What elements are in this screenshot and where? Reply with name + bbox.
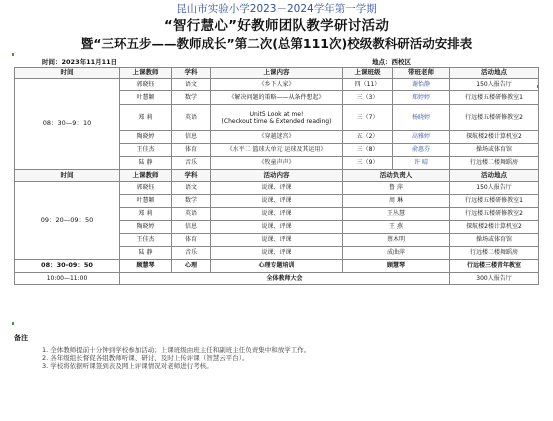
class-cell: 三（9） (343, 157, 393, 170)
note-item: 2. 各年级组长督促各组教师听课、研讨、及时上传评课（智慧云平台）。 (42, 354, 249, 362)
teacher-cell: 陶晓婷 (120, 221, 172, 234)
place-cell: 行远楼二楼舞蹈房 (450, 247, 539, 260)
class-cell: 三（7） (343, 105, 393, 131)
content-cell: 说课、评课 (211, 234, 343, 247)
teacher-cell: 陆 静 (120, 247, 172, 260)
subject-cell: 心理 (172, 260, 211, 273)
place-cell: 行远楼五楼研修教室1 (450, 195, 539, 208)
column-header: 时间 (15, 170, 120, 182)
place-cell: 探航楼2楼计算机室2 (450, 131, 539, 144)
time-cell: 09：20—09：50 (15, 182, 120, 260)
place-cell: 行远楼五楼研修教室2 (450, 208, 539, 221)
subject-cell: 数学 (172, 195, 211, 208)
place-cell: 300人报告厅 (450, 273, 539, 285)
content-cell: 《水平二 篮球大单元 运球及其运用》 (211, 144, 343, 157)
column-header: 上课教师 (120, 170, 172, 182)
page-subtitle: 暨“三环五步——教师成长”第二次(总第111次)校级教科研活动安排表 (80, 36, 473, 51)
subject-cell: 音乐 (172, 247, 211, 260)
content-cell: 说课、评课 (211, 221, 343, 234)
lead-cell: 周 琳 (343, 195, 450, 208)
place-cell: 行远楼五楼研修教室2 (450, 105, 539, 131)
teacher-cell: 顾慧琴 (120, 260, 172, 273)
class-cell: 三（8） (343, 144, 393, 157)
meta-date: 时间：2023年11月11日 (42, 58, 118, 66)
content-cell: 《解决问题的策略——从条件想起》 (211, 91, 343, 105)
table-row (15, 79, 539, 91)
teacher-cell: 郭晓钰 (120, 182, 172, 195)
column-header: 学科 (172, 68, 211, 79)
lead-cell: 蔡木明 (343, 234, 450, 247)
subject-cell: 音乐 (172, 157, 211, 170)
content-cell: 说课、评课 (211, 247, 343, 260)
time-cell: 08：30—9：10 (15, 79, 120, 170)
subject-cell: 体育 (172, 234, 211, 247)
teacher-cell: 叶慧颖 (120, 91, 172, 105)
subject-cell: 语文 (172, 182, 211, 195)
subject-cell: 体育 (172, 144, 211, 157)
notes-title: 备注 (14, 334, 28, 342)
content-cell: 说课、评课 (211, 182, 343, 195)
teacher-cell: 郑 莉 (120, 208, 172, 221)
place-cell: 150人报告厅 (450, 79, 539, 91)
place-cell: 行远楼二楼舞蹈房 (450, 157, 539, 170)
column-header: 上课内容 (211, 68, 343, 79)
lead-cell: 鲁 萍 (343, 182, 450, 195)
column-header: 活动地点 (450, 68, 539, 79)
cell-marker-icon (12, 322, 14, 325)
table-header-row (15, 68, 539, 79)
subject-cell: 英语 (172, 208, 211, 221)
teacher-cell: 陶晓婷 (120, 131, 172, 144)
content-cell: 《穿越迷宫》 (211, 131, 343, 144)
schedule-table (14, 67, 539, 285)
subject-cell: 语文 (172, 79, 211, 91)
teacher-cell: 叶慧颖 (120, 195, 172, 208)
content-cell: 《牧童声声》 (211, 157, 343, 170)
content-cell: 说课、评课 (211, 195, 343, 208)
place-cell: 探航楼2楼计算机室2 (450, 221, 539, 234)
content-cell: Unit5 Look at me! (Checkout time & Extended reading) (211, 105, 343, 131)
content-cell: 全体教师大会 (120, 273, 450, 285)
lead-teacher-cell: 许 晴 (393, 157, 450, 170)
column-header: 上课教师 (120, 68, 172, 79)
lead-teacher-cell: 高雅婷 (393, 131, 450, 144)
column-header: 学科 (172, 170, 211, 182)
content-cell: 心理专题培训 (211, 260, 343, 273)
column-header: 带班老师 (393, 68, 450, 79)
time-cell: 10:00—11:00 (15, 273, 120, 285)
teacher-cell: 郭晓钰 (120, 79, 172, 91)
lead-teacher-cell: 杨晓婷 (393, 105, 450, 131)
lead-teacher-cell: 谢怡静 (393, 79, 450, 91)
school-term-subtitle: 昆山市实验小学2023－2024学年第一学期 (176, 3, 377, 15)
table-row (15, 182, 539, 195)
place-cell: 150人报告厅 (450, 182, 539, 195)
place-cell: 操场或体育馆 (450, 144, 539, 157)
subject-cell: 信息 (172, 131, 211, 144)
column-header: 活动内容 (211, 170, 343, 182)
table-row (15, 260, 539, 273)
class-cell: 三（3） (343, 91, 393, 105)
column-header: 活动地点 (450, 170, 539, 182)
lead-teacher-cell: 郑婷婷 (393, 91, 450, 105)
lead-cell: 王 燕 (343, 221, 450, 234)
teacher-cell: 郑 莉 (120, 105, 172, 131)
lead-cell: 顾慧琴 (343, 260, 450, 273)
column-header: 活动负责人 (343, 170, 450, 182)
teacher-cell: 陆 静 (120, 157, 172, 170)
content-cell: 《乡下人家》 (211, 79, 343, 91)
subject-cell: 英语 (172, 105, 211, 131)
column-header: 时间 (15, 68, 120, 79)
subject-cell: 数学 (172, 91, 211, 105)
teacher-cell: 王佳杰 (120, 234, 172, 247)
content-cell: 说课、评课 (211, 208, 343, 221)
note-item: 3. 学校将依据听课签到表及网上评课情况对老师进行考核。 (42, 362, 213, 370)
time-cell: 08：30-09：50 (15, 260, 120, 273)
class-cell: 四（11） (343, 79, 393, 91)
notes-section (14, 333, 539, 370)
lead-cell: 成曲萍 (343, 247, 450, 260)
table-row (15, 273, 539, 285)
class-cell: 五（2） (343, 131, 393, 144)
cell-marker-icon (12, 53, 14, 56)
place-cell: 操场或体育馆 (450, 234, 539, 247)
subject-cell: 信息 (172, 221, 211, 234)
lead-cell: 王丛慧 (343, 208, 450, 221)
teacher-cell: 王佳杰 (120, 144, 172, 157)
table-header-row (15, 170, 539, 182)
meta-location: 地点：西校区 (372, 58, 411, 66)
page-title: “智行慧心”好教师团队教学研讨活动 (163, 18, 390, 34)
note-item: 1. 全体教师提前十分钟到学校参加活动；上课班级由班主任和副班主任负责集中和放学工作。 (42, 346, 311, 354)
place-cell: 行远楼五楼研修教室1 (450, 91, 539, 105)
lead-teacher-cell: 俞惠芬 (393, 144, 450, 157)
column-header: 上课班级 (343, 68, 393, 79)
place-cell: 行远楼三楼青年教室 (450, 260, 539, 273)
